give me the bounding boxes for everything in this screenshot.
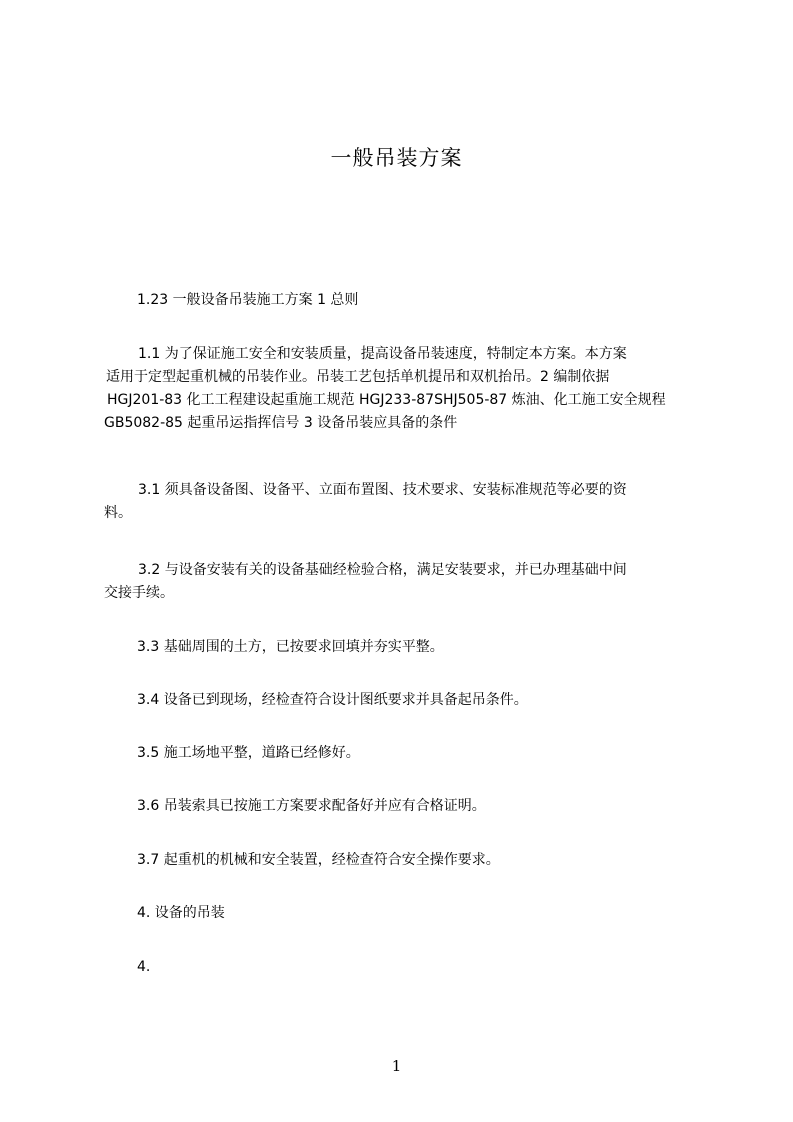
document-title: 一般吊装方案 bbox=[330, 146, 463, 170]
section-heading-4-sub bbox=[137, 956, 150, 979]
paragraph-line: 3.3 基础周围的土方，已按要求回填并夯实平整。 bbox=[137, 639, 444, 655]
section-heading-4 bbox=[137, 902, 225, 925]
paragraph-line: 3.7 起重机的机械和安全装置，经检查符合安全操作要求。 bbox=[137, 852, 500, 868]
paragraph-line: 4. bbox=[137, 959, 151, 975]
paragraph-3-7 bbox=[137, 849, 500, 872]
paragraph-3-3 bbox=[137, 636, 444, 659]
paragraph-3-1 bbox=[104, 479, 627, 525]
paragraph-section-intro bbox=[137, 289, 358, 312]
paragraph-line: 1.23 一般设备吊装施工方案 1 总则 bbox=[137, 292, 359, 308]
paragraph-line: GB5082-85 起重吊运指挥信号 3 设备吊装应具备的条件 bbox=[104, 415, 458, 431]
paragraph-3-2 bbox=[104, 559, 627, 605]
paragraph-line: 适用于定型起重机械的吊装作业。吊装工艺包括单机提吊和双机抬吊。2 编制依据 bbox=[106, 369, 610, 385]
paragraph-line: 3.1 须具备设备图、设备平、立面布置图、技术要求、安装标准规范等必要的资 bbox=[138, 482, 627, 498]
paragraph-1-1 bbox=[104, 343, 666, 435]
paragraph-line: HGJ201-83 化工工程建设起重施工规范 HGJ233-87SHJ505-87 炼油、化工施工安全规程 bbox=[107, 392, 666, 408]
paragraph-line: 1.1 为了保证施工安全和安装质量，提高设备吊装速度，特制定本方案。本方案 bbox=[138, 346, 627, 362]
paragraph-line: 3.5 施工场地平整，道路已经修好。 bbox=[137, 745, 360, 761]
paragraph-3-5 bbox=[137, 742, 360, 765]
paragraph-line: 交接手续。 bbox=[104, 585, 174, 601]
paragraph-line: 3.4 设备已到现场，经检查符合设计图纸要求并具备起吊条件。 bbox=[137, 692, 528, 708]
page-number: 1 bbox=[391, 1057, 402, 1075]
paragraph-line: 4. 设备的吊装 bbox=[137, 905, 225, 921]
paragraph-3-4 bbox=[137, 689, 528, 712]
paragraph-3-6 bbox=[137, 795, 486, 818]
paragraph-line: 3.2 与设备安装有关的设备基础经检验合格，满足安装要求，并已办理基础中间 bbox=[138, 562, 627, 578]
paragraph-line: 料。 bbox=[104, 505, 132, 521]
paragraph-line: 3.6 吊装索具已按施工方案要求配备好并应有合格证明。 bbox=[137, 798, 486, 814]
